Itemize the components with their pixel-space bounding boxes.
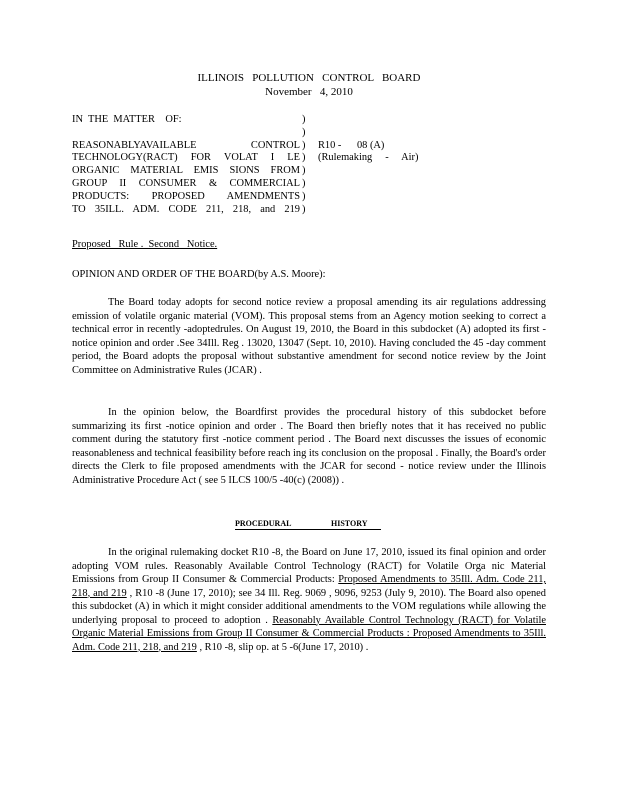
paren: ): [302, 152, 306, 164]
caption-line: IN THE MATTER OF:: [72, 114, 182, 125]
document-date: November 4, 2010: [265, 86, 353, 98]
paragraph-text: In the opinion below, the Boardfirst provides the procedural history of this subdocket before summarizing its first -notice opinion and order . The Board then briefly notes that it has received no public comment during the statutory first -notice comment period . The Board next discusses the issues of economic reasonableness and technical feasibility before reach ing its conclusion on the proposal . Finally, the Board's order directs the Clerk to file proposed amendments with the JCAR for second - notice review under the Illinois Administrative Procedure Act ( see 5 ILCS 100/5 -40(c) (2008)) .: [72, 407, 546, 486]
caption-line: TECHNOLOGY(RACT) FOR VOLAT I LE: [72, 152, 300, 164]
paragraph-text: The Board today adopts for second notice review a proposal amending its air regulations addressing emission of volatile organic material (VOM). This proposal stems from an Agency motion seeking to correct a technical error in recently -adoptedrules. On August 19, 2010, the Board in this subdocket (A) adopted its first -notice opinion and order .See 34Ill. Reg . 13020, 13047 (Sept. 10, 2010). Having concluded the 45 -day comment period, the Board adopts the proposal without substantive amendment for second notice review by the Joint Committee on Administrative Rules (JCAR) .: [72, 297, 546, 376]
paren: ): [302, 165, 306, 177]
paren: ): [302, 190, 306, 202]
caption-line: PRODUCTS: PROPOSED AMENDMENTS: [72, 190, 300, 202]
docket-line: [318, 114, 438, 127]
caption-line: REASONABLYAVAILABLE CONTROL: [72, 139, 300, 151]
paren: ): [302, 139, 306, 151]
rule-citation: Proposed Amendments to 35Ill. Adm. Code 211, 218, and 219: [72, 574, 546, 599]
document-header: [0, 71, 618, 99]
opinion-heading: OPINION AND ORDER OF THE BOARD(by A.S. Moore):: [72, 269, 326, 280]
history-text: In the original rulemaking docket R10 -8, the Board on June 17, 2010, issued its final opinion and order adopting VOM rules. Reasonably Available Control Technology (RACT) for Volatile Orga nic Material Emissions from Group II Consumer & Commercial Products:: [72, 547, 546, 585]
paren: ): [302, 114, 306, 125]
paren: ): [302, 126, 306, 138]
docket-line: [318, 127, 438, 140]
caption-line: TO 35ILL. ADM. CODE 211, 218, and 219: [72, 203, 300, 215]
docket-type: (Rulemaking - Air): [318, 152, 419, 164]
caption-line: GROUP II CONSUMER & COMMERCIAL: [72, 177, 300, 189]
proposed-rule-notice: Proposed Rule . Second Notice.: [72, 239, 218, 250]
section-heading: PROCEDURAL HISTORY: [235, 518, 381, 530]
rule-citation: Reasonably Available Control Technology (RACT) for Volatile Organic Material Emissions from Group II Consumer & Commercial Products : Proposed Amendments to 35Ill. Adm. Code 211, 218, and 219: [72, 614, 546, 653]
docket-number: R10 - 08 (A): [318, 139, 385, 151]
paragraph-overview: [72, 406, 546, 487]
caption-line: [72, 127, 300, 140]
proposed-rule-line: [72, 238, 546, 252]
paren: ): [302, 177, 306, 189]
history-text: , R10 -8, slip op. at 5 -6(June 17, 2010) .: [196, 641, 369, 653]
docket-info: [318, 114, 438, 165]
caption-parens: [302, 114, 314, 216]
paragraph-intro: [72, 296, 546, 377]
caption-title: [72, 114, 300, 216]
paren: ): [302, 203, 306, 215]
caption-line: ORGANIC MATERIAL EMIS SIONS FROM: [72, 165, 300, 177]
history-text: , R10 -8 (June 17, 2010); see 34 Ill. Reg. 9069 , 9096, 9253 (July 9, 2010). The Board also opened this subdocket (A) in which it might consider additional amendments to the VOM regulations while allowing the underlying proposal to proceed to adoption .: [72, 587, 546, 626]
paragraph-history: [72, 546, 546, 654]
paragraph-text: [72, 546, 546, 654]
board-name: ILLINOIS POLLUTION CONTROL BOARD: [197, 72, 421, 84]
